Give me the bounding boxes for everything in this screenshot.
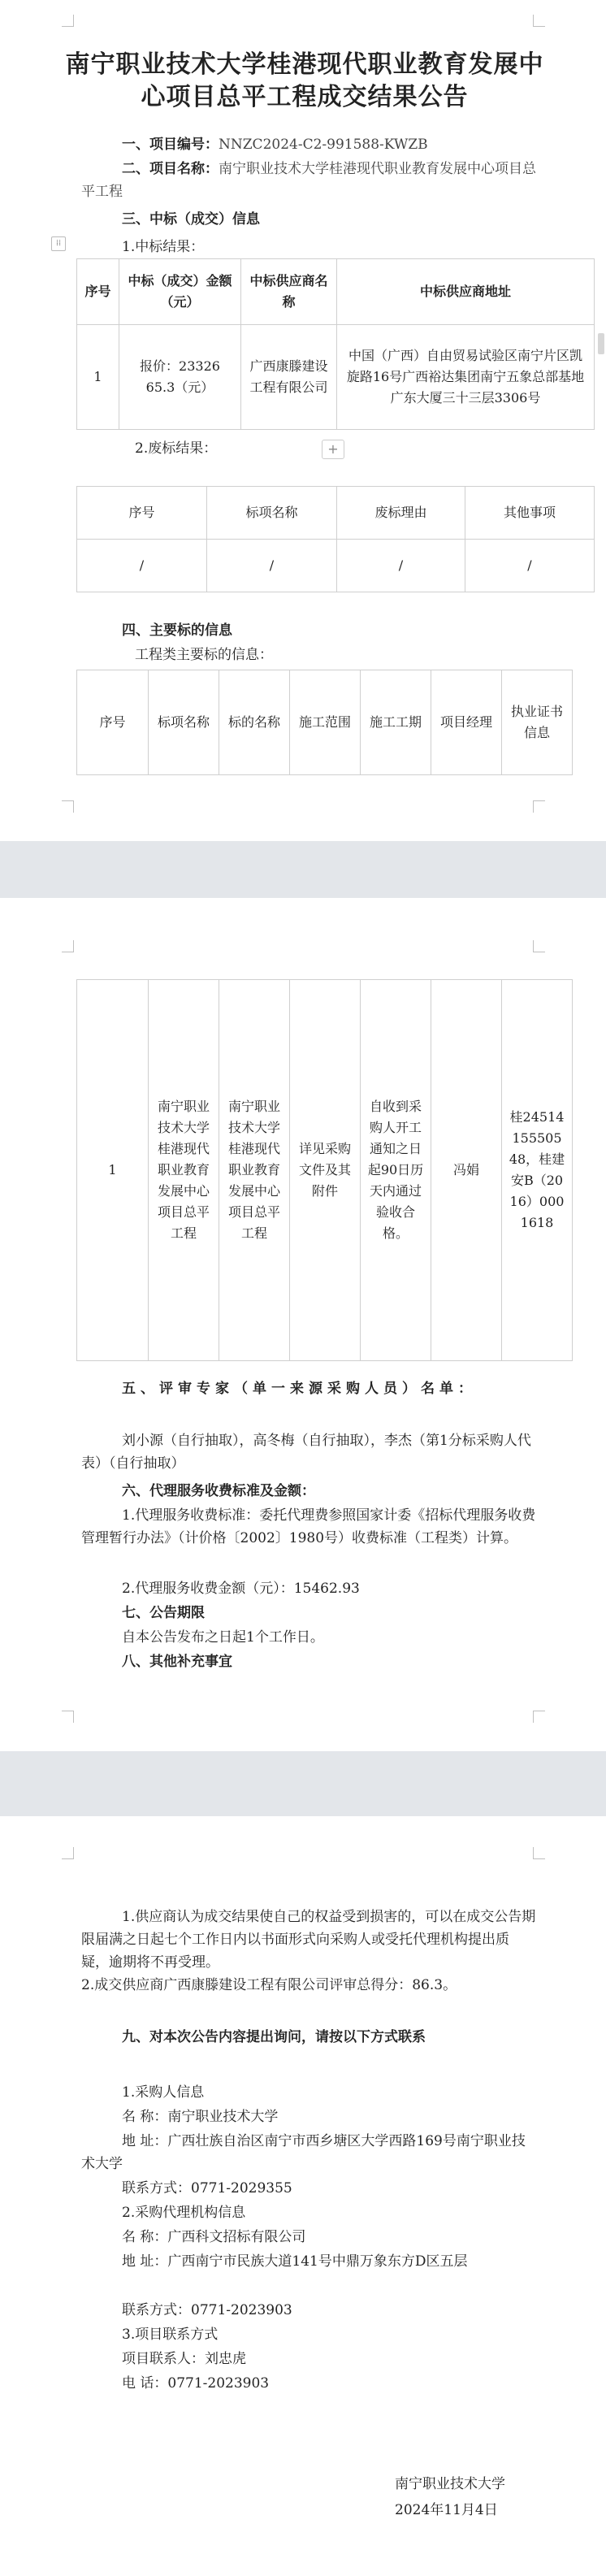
cell-subject-name: 南宁职业技术大学桂港现代职业教育发展中心项目总平工程 <box>219 980 290 1361</box>
col-header: 施工范围 <box>290 670 361 775</box>
cell-index: 1 <box>77 980 149 1361</box>
announcement-title: 南宁职业技术大学桂港现代职业教育发展中心项目总平工程成交结果公告 <box>65 50 544 111</box>
cell-index: 1 <box>77 325 119 430</box>
purchaser-address: 地 址：广西壮族自治区南宁市西乡塘区大学西路169号南宁职业技术大学 <box>81 2133 526 2172</box>
table-cell: / <box>77 540 207 592</box>
fail-result-label: 2.废标结果： <box>135 440 218 457</box>
project-name-line <box>81 158 536 203</box>
agency-address: 地 址：广西南宁市民族大道141号中鼎万象东方D区五层 <box>122 2253 468 2270</box>
col-header: 中标（成交）金额（元） <box>119 259 241 325</box>
table-header-row <box>77 259 595 325</box>
project-name-label: 二、项目名称： <box>122 161 219 177</box>
section-7-heading: 七、公告期限 <box>122 1605 205 1621</box>
section-6-heading: 六、代理服务收费标准及金额： <box>122 1483 315 1499</box>
col-header: 中标供应商名称 <box>241 259 337 325</box>
table-header-row <box>77 487 595 540</box>
fail-result-table <box>76 486 595 592</box>
table-row <box>77 980 573 1361</box>
col-header: 序号 <box>77 670 149 775</box>
table-row <box>77 540 595 592</box>
project-contact-phone: 电 话：0771-2023903 <box>122 2375 270 2392</box>
complaint-notice: 1.供应商认为成交结果使自己的权益受到损害的，可以在成交公告期限届满之日起七个工作日内以书面形式向采购人或受托代理机构提出质疑，逾期将不再受理。 <box>81 1909 536 1971</box>
page-corner-mark <box>62 940 74 952</box>
agency-name: 名 称：广西科文招标有限公司 <box>122 2229 306 2245</box>
cell-duration: 自收到采购人开工通知之日起90日历天内通过验收合格。 <box>361 980 431 1361</box>
project-number-line <box>122 133 428 156</box>
table-cell: / <box>207 540 337 592</box>
agency-heading: 2.采购代理机构信息 <box>122 2205 246 2221</box>
col-header: 废标理由 <box>337 487 465 540</box>
cell-address: 中国（广西）自由贸易试验区南宁片区凯旋路16号广西裕达集团南宁五象总部基地广东大厦三十三层3306号 <box>337 325 595 430</box>
col-header: 项目经理 <box>431 670 502 775</box>
page-corner-mark <box>533 1711 545 1723</box>
main-item-label: 工程类主要标的信息： <box>135 647 273 663</box>
signature-organization: 南宁职业技术大学 <box>395 2476 505 2492</box>
project-contact-heading: 3.项目联系方式 <box>122 2327 219 2343</box>
win-result-table <box>76 258 595 430</box>
table-cell: / <box>465 540 595 592</box>
page-corner-mark <box>62 800 74 813</box>
section-5-heading: 五、评审专家（单一来源采购人员）名单： <box>122 1381 477 1397</box>
page-1 <box>0 0 606 841</box>
table-row <box>77 325 595 430</box>
main-item-table <box>76 979 573 1361</box>
section-3-heading: 三、中标（成交）信息 <box>122 211 260 228</box>
page-corner-mark <box>533 800 545 813</box>
fee-standard: 1.代理服务收费标准：委托代理费参照国家计委《招标代理服务收费管理暂行办法》（计价格〔2002〕1980号）收费标准（工程类）计算。 <box>81 1507 536 1546</box>
col-header: 序号 <box>77 487 207 540</box>
experts-list: 刘小源（自行抽取），高冬梅（自行抽取），李杰（第1分标采购人代表）（自行抽取） <box>81 1433 531 1472</box>
project-contact-person: 项目联系人：刘忠虎 <box>122 2351 246 2367</box>
project-number-value: NNZC2024-C2-991588-KWZB <box>219 137 428 153</box>
col-header: 标项名称 <box>207 487 337 540</box>
table-move-handle[interactable]: ⁞⁞ <box>51 236 66 251</box>
win-result-label: 1.中标结果： <box>122 239 205 255</box>
page-corner-mark <box>62 15 74 27</box>
cell-item-name: 南宁职业技术大学桂港现代职业教育发展中心项目总平工程 <box>149 980 219 1361</box>
section-9-heading: 九、对本次公告内容提出询问，请按以下方式联系 <box>122 2029 426 2045</box>
table-resize-handle[interactable] <box>598 333 604 354</box>
col-header: 序号 <box>77 259 119 325</box>
purchaser-name: 名 称：南宁职业技术大学 <box>122 2109 279 2125</box>
cell-manager: 冯娟 <box>431 980 502 1361</box>
table-cell: / <box>337 540 465 592</box>
section-8-heading: 八、其他补充事宜 <box>122 1654 232 1670</box>
page-corner-mark <box>533 940 545 952</box>
cell-supplier: 广西康滕建设工程有限公司 <box>241 325 337 430</box>
cell-scope: 详见采购文件及其附件 <box>290 980 361 1361</box>
project-number-label: 一、项目编号： <box>122 137 219 153</box>
project-name-value: 南宁职业技术大学桂港现代职业教育发展中心项目总平工程 <box>81 161 536 200</box>
page-corner-mark <box>62 1711 74 1723</box>
page-2 <box>0 898 606 1751</box>
notice-period: 自本公告发布之日起1个工作日。 <box>122 1629 324 1646</box>
page-corner-mark <box>533 1847 545 1859</box>
col-header: 执业证书信息 <box>502 670 573 775</box>
cell-certificate: 桂2451415550548，桂建安B（2016）0001618 <box>502 980 573 1361</box>
add-row-button[interactable]: + <box>322 440 344 459</box>
page-corner-mark <box>533 15 545 27</box>
col-header: 标的名称 <box>219 670 290 775</box>
agency-phone: 联系方式：0771-2023903 <box>122 2302 292 2318</box>
page-corner-mark <box>62 1847 74 1859</box>
purchaser-phone: 联系方式：0771-2029355 <box>122 2180 292 2197</box>
col-header: 施工工期 <box>361 670 431 775</box>
fee-amount: 2.代理服务收费金额（元）：15462.93 <box>122 1581 360 1597</box>
purchaser-heading: 1.采购人信息 <box>122 2084 205 2101</box>
col-header: 中标供应商地址 <box>337 259 595 325</box>
col-header: 其他事项 <box>465 487 595 540</box>
table-header-row <box>77 670 573 775</box>
cell-amount: 报价：2332665.3（元） <box>119 325 241 430</box>
score-notice: 2.成交供应商广西康滕建设工程有限公司评审总得分：86.3。 <box>81 1977 457 1993</box>
col-header: 标项名称 <box>149 670 219 775</box>
main-item-table-header <box>76 670 573 775</box>
section-4-heading: 四、主要标的信息 <box>122 622 232 639</box>
signature-date: 2024年11月4日 <box>395 2502 498 2518</box>
page-3 <box>0 1816 606 2576</box>
